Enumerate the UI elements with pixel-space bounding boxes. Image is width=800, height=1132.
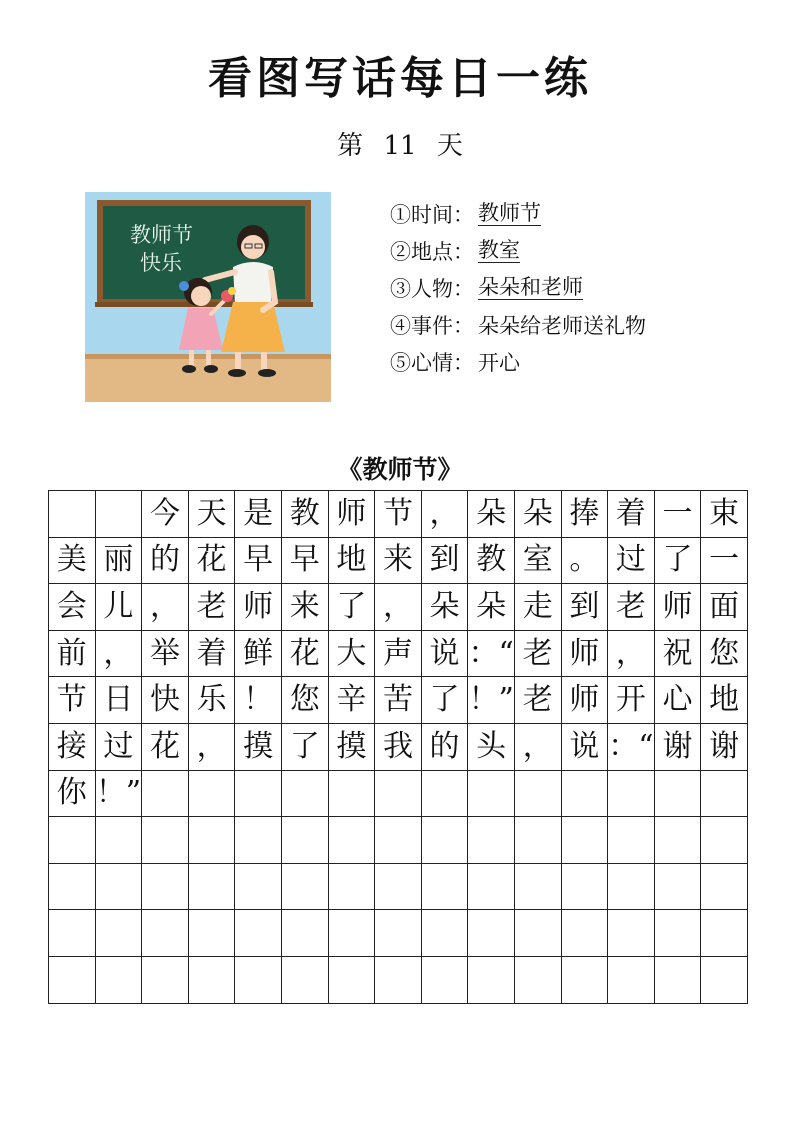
grid-cell	[142, 817, 189, 864]
grid-cell	[142, 957, 189, 1004]
grid-cell: 说	[562, 724, 609, 771]
grid-cell: 儿	[96, 584, 143, 631]
grid-cell	[282, 910, 329, 957]
grid-cell	[655, 957, 702, 1004]
grid-cell: 教	[282, 491, 329, 538]
grid-cell: 谢	[701, 724, 748, 771]
grid-cell	[701, 817, 748, 864]
page-title: 看图写话每日一练	[208, 53, 592, 104]
grid-cell	[562, 957, 609, 1004]
grid-cell: 师	[235, 584, 282, 631]
grid-cell	[329, 771, 376, 818]
grid-cell: 接	[49, 724, 96, 771]
writing-grid	[48, 490, 748, 1004]
grid-cell: 面	[701, 584, 748, 631]
grid-cell	[235, 957, 282, 1004]
grid-cell: 花	[282, 631, 329, 678]
grid-cell	[96, 817, 143, 864]
grid-cell	[375, 864, 422, 911]
grid-cell: 天	[189, 491, 236, 538]
story-info-list	[390, 195, 770, 380]
grid-cell: 头	[468, 724, 515, 771]
grid-cell	[701, 864, 748, 911]
grid-cell: 今	[142, 491, 189, 538]
grid-cell: 着	[608, 491, 655, 538]
grid-cell	[468, 817, 515, 864]
grid-cell: 到	[562, 584, 609, 631]
grid-cell	[422, 910, 469, 957]
grid-cell	[49, 957, 96, 1004]
grid-cell: ，	[189, 724, 236, 771]
info-value: 教室	[478, 237, 520, 262]
grid-cell: 捧	[562, 491, 609, 538]
grid-cell	[468, 910, 515, 957]
info-label: ①时间：	[390, 202, 474, 227]
grid-cell: 一	[655, 491, 702, 538]
grid-cell: 老	[608, 584, 655, 631]
grid-cell: 快	[142, 677, 189, 724]
grid-cell	[235, 817, 282, 864]
grid-cell: 你	[49, 771, 96, 818]
grid-cell	[701, 957, 748, 1004]
grid-cell	[515, 864, 562, 911]
grid-cell: 过	[608, 538, 655, 585]
grid-cell	[701, 910, 748, 957]
grid-cell: ，	[422, 491, 469, 538]
grid-cell: 师	[562, 677, 609, 724]
grid-cell: ！”	[96, 771, 143, 818]
grid-cell: 花	[142, 724, 189, 771]
grid-cell: 是	[235, 491, 282, 538]
grid-cell: 了	[422, 677, 469, 724]
info-value: 开心	[478, 350, 520, 375]
grid-cell	[468, 771, 515, 818]
teachers-day-illustration	[85, 192, 331, 402]
grid-cell: ，	[142, 584, 189, 631]
grid-cell	[375, 910, 422, 957]
info-label: ②地点：	[390, 239, 474, 264]
grid-cell: 您	[701, 631, 748, 678]
day-number: 11	[383, 131, 417, 161]
essay-title: 《教师节》	[337, 455, 463, 484]
grid-cell	[189, 957, 236, 1004]
grid-cell: 辛	[329, 677, 376, 724]
info-value: 朵朵给老师送礼物	[478, 313, 646, 338]
grid-cell: 我	[375, 724, 422, 771]
grid-cell: 走	[515, 584, 562, 631]
grid-cell	[189, 771, 236, 818]
grid-cell	[608, 817, 655, 864]
grid-cell	[655, 771, 702, 818]
grid-cell	[655, 910, 702, 957]
grid-cell	[329, 817, 376, 864]
grid-cell	[422, 771, 469, 818]
grid-cell: 了	[282, 724, 329, 771]
grid-cell	[608, 771, 655, 818]
grid-cell	[49, 864, 96, 911]
grid-cell: 老	[515, 631, 562, 678]
grid-cell: 师	[655, 584, 702, 631]
grid-cell: 室	[515, 538, 562, 585]
grid-cell	[235, 771, 282, 818]
grid-cell: 乐	[189, 677, 236, 724]
grid-cell: 的	[422, 724, 469, 771]
grid-cell	[608, 910, 655, 957]
grid-cell: 老	[189, 584, 236, 631]
grid-cell	[701, 771, 748, 818]
grid-cell	[422, 957, 469, 1004]
grid-cell: 花	[189, 538, 236, 585]
grid-cell: 开	[608, 677, 655, 724]
grid-cell: 您	[282, 677, 329, 724]
grid-cell	[515, 910, 562, 957]
grid-cell: 早	[235, 538, 282, 585]
grid-cell	[189, 864, 236, 911]
grid-cell	[189, 910, 236, 957]
grid-cell: ，	[96, 631, 143, 678]
grid-cell: 谢	[655, 724, 702, 771]
grid-cell: 会	[49, 584, 96, 631]
grid-cell	[96, 491, 143, 538]
grid-cell: 摸	[329, 724, 376, 771]
grid-cell	[49, 910, 96, 957]
grid-cell: 节	[375, 491, 422, 538]
grid-cell: 朵	[422, 584, 469, 631]
grid-cell	[515, 771, 562, 818]
grid-cell: 祝	[655, 631, 702, 678]
grid-cell: 朵	[468, 584, 515, 631]
grid-cell: 束	[701, 491, 748, 538]
board-text-1: 教师节	[130, 223, 193, 247]
grid-cell	[282, 817, 329, 864]
grid-cell	[96, 864, 143, 911]
info-label: ③人物：	[390, 276, 474, 301]
grid-cell	[468, 864, 515, 911]
grid-cell: 地	[701, 677, 748, 724]
grid-cell: 着	[189, 631, 236, 678]
day-suffix: 天	[436, 131, 463, 161]
grid-cell	[655, 817, 702, 864]
grid-cell: 师	[562, 631, 609, 678]
grid-cell: ：“	[608, 724, 655, 771]
grid-cell	[422, 864, 469, 911]
grid-cell: 鲜	[235, 631, 282, 678]
grid-cell: 节	[49, 677, 96, 724]
grid-cell: 大	[329, 631, 376, 678]
grid-cell: 举	[142, 631, 189, 678]
grid-cell: 来	[375, 538, 422, 585]
grid-cell: 一	[701, 538, 748, 585]
grid-cell: 朵	[468, 491, 515, 538]
grid-cell: 了	[329, 584, 376, 631]
grid-cell: ，	[515, 724, 562, 771]
grid-cell: 说	[422, 631, 469, 678]
grid-cell	[562, 910, 609, 957]
grid-cell: ，	[375, 584, 422, 631]
day-prefix: 第	[337, 131, 364, 161]
grid-cell: 美	[49, 538, 96, 585]
grid-cell: 的	[142, 538, 189, 585]
grid-cell	[282, 864, 329, 911]
grid-cell	[142, 771, 189, 818]
day-label	[0, 125, 800, 162]
grid-cell: 师	[329, 491, 376, 538]
grid-cell: 心	[655, 677, 702, 724]
grid-cell	[189, 817, 236, 864]
grid-cell: 。	[562, 538, 609, 585]
grid-cell: 地	[329, 538, 376, 585]
grid-cell	[515, 957, 562, 1004]
grid-cell	[655, 864, 702, 911]
grid-cell	[468, 957, 515, 1004]
grid-cell	[375, 817, 422, 864]
grid-cell	[49, 491, 96, 538]
info-row	[390, 269, 770, 306]
grid-cell	[422, 817, 469, 864]
grid-cell	[235, 864, 282, 911]
grid-cell	[142, 910, 189, 957]
grid-cell	[562, 864, 609, 911]
grid-cell	[96, 957, 143, 1004]
grid-cell: ！	[235, 677, 282, 724]
info-label: ④事件：	[390, 313, 474, 338]
grid-cell	[329, 910, 376, 957]
grid-cell	[49, 817, 96, 864]
grid-cell: 过	[96, 724, 143, 771]
grid-cell	[562, 771, 609, 818]
grid-cell	[515, 817, 562, 864]
grid-cell: 到	[422, 538, 469, 585]
grid-cell: ，	[608, 631, 655, 678]
grid-cell	[375, 957, 422, 1004]
grid-cell: 朵	[515, 491, 562, 538]
grid-cell	[142, 864, 189, 911]
grid-cell	[96, 910, 143, 957]
grid-cell: 前	[49, 631, 96, 678]
grid-cell: 了	[655, 538, 702, 585]
grid-cell	[608, 864, 655, 911]
info-row	[390, 343, 770, 380]
grid-cell: 日	[96, 677, 143, 724]
grid-cell: 教	[468, 538, 515, 585]
info-row	[390, 232, 770, 269]
grid-cell	[282, 957, 329, 1004]
grid-cell	[562, 817, 609, 864]
board-text-2: 快乐	[140, 251, 182, 275]
grid-cell: 摸	[235, 724, 282, 771]
grid-cell	[282, 771, 329, 818]
grid-cell	[329, 957, 376, 1004]
grid-cell: 苦	[375, 677, 422, 724]
info-row	[390, 306, 770, 343]
grid-cell: 老	[515, 677, 562, 724]
grid-cell: ：“	[468, 631, 515, 678]
info-value: 教师节	[478, 200, 541, 225]
info-label: ⑤心情：	[390, 350, 474, 375]
grid-cell	[608, 957, 655, 1004]
grid-cell: 早	[282, 538, 329, 585]
grid-cell: 来	[282, 584, 329, 631]
grid-cell: 声	[375, 631, 422, 678]
info-value: 朵朵和老师	[478, 274, 583, 299]
info-row	[390, 195, 770, 232]
grid-cell	[235, 910, 282, 957]
grid-cell: ！”	[468, 677, 515, 724]
grid-cell	[329, 864, 376, 911]
grid-cell	[375, 771, 422, 818]
grid-cell: 丽	[96, 538, 143, 585]
